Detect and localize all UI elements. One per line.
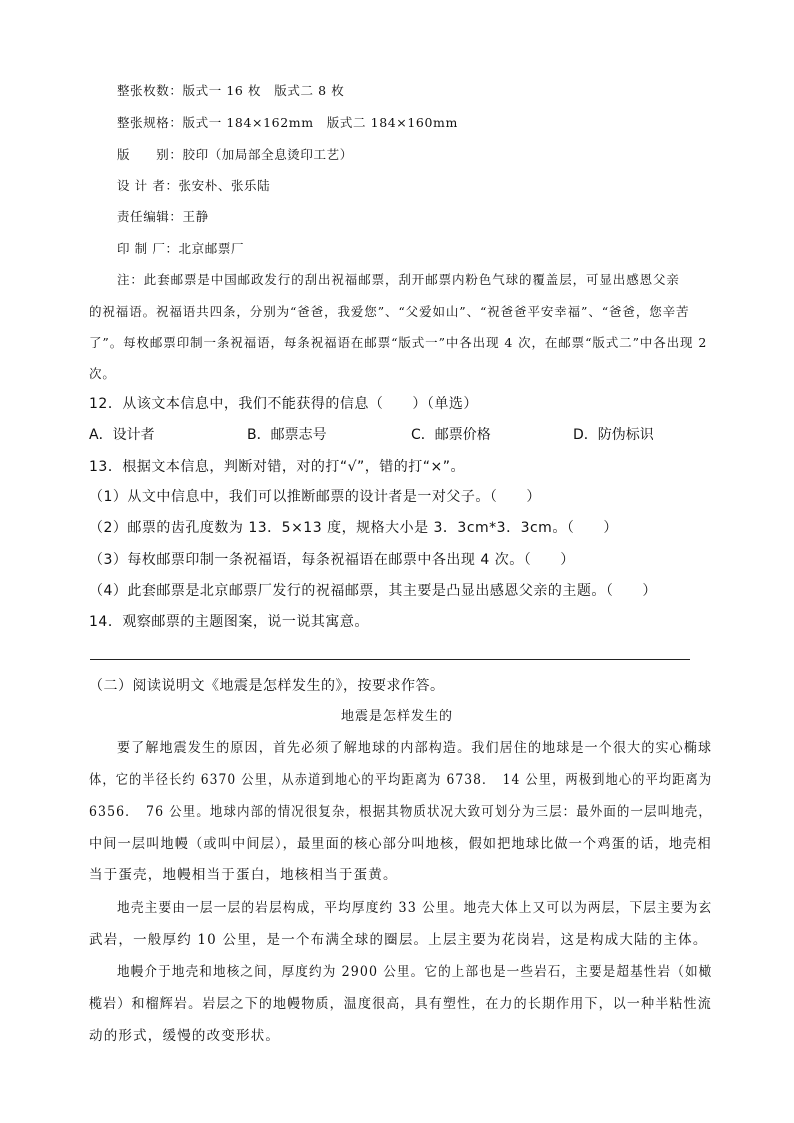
note-line-4: 次。 (89, 366, 116, 381)
q13-item-3: （3）每枚邮票印制一条祝福语，每条祝福语在邮票中各出现 4 次。（ ） (89, 552, 575, 568)
paragraph-1-line-2: 体，它的半径长约 6370 公里，从赤道到地心的平均距离为 6738． 14 公里，两极到地心的平均距离为 (89, 772, 713, 788)
paragraph-3-line-3: 动的形式，缓慢的改变形状。 (89, 1028, 281, 1044)
stamp-editor: 责任编辑：王静 (117, 209, 209, 224)
article-title: 地震是怎样发生的 (340, 709, 453, 724)
paragraph-1-line-5: 当于蛋壳，地幔相当于蛋白，地核相当于蛋黄。 (89, 867, 398, 883)
q13-item-1: （1）从文中信息中，我们可以推断邮票的设计者是一对父子。（ ） (89, 489, 541, 505)
paragraph-3-line-2: 榄岩）和榴辉岩。岩层之下的地幔物质，温度很高，具有塑性，在力的长期作用下，以一种半粘性流 (89, 996, 712, 1012)
stamp-quantity: 整张枚数：版式一 16 枚 版式二 8 枚 (117, 83, 345, 98)
paragraph-1-line-1: 要了解地震发生的原因，首先必须了解地球的内部构造。我们居住的地球是一个很大的实心椭球 (117, 740, 713, 756)
stamp-size: 整张规格：版式一 184×162mm 版式二 184×160mm (117, 115, 458, 130)
q12-option-a: A．设计者 (89, 427, 155, 443)
paragraph-1-line-3: 6356． 76 公里。地球内部的情况很复杂，根据其物质状况大致可划分为三层：最外面的一层叫地壳， (89, 804, 712, 820)
stamp-designer: 设 计 者：张安朴、张乐陆 (117, 178, 271, 193)
q12-option-c: C．邮票价格 (411, 427, 491, 443)
question-13-stem: 13．根据文本信息，判断对错，对的打“√”，错的打“×”。 (89, 459, 465, 475)
q13-item-2: （2）邮票的齿孔度数为 13．5×13 度，规格大小是 3．3cm*3．3cm。（ ） (89, 520, 618, 536)
answer-line (90, 659, 690, 660)
paragraph-2-line-1: 地壳主要由一层一层的岩层构成，平均厚度约 33 公里。地壳大体上又可以为两层，下层主要为玄 (117, 900, 713, 916)
q12-option-b: B．邮票志号 (247, 427, 327, 443)
note-line-2: 的祝福语。祝福语共四条，分别为“爸爸，我爱您”、“父爱如山”、“祝爸爸平安幸福”、“爸爸，您辛苦 (89, 304, 690, 319)
section-2-instruction: （二）阅读说明文《地震是怎样发生的》，按要求作答。 (89, 678, 445, 694)
note-line-3: 了”。每枚邮票印制一条祝福语，每条祝福语在邮票“版式一”中各出现 4 次，在邮票“版式二”中各出现 2 (89, 335, 708, 350)
note-line-1: 注：此套邮票是中国邮政发行的刮出祝福邮票，刮开邮票内粉色气球的覆盖层，可显出感恩父亲 (117, 272, 680, 287)
question-12-stem: 12．从该文本信息中，我们不能获得的信息（ ）（单选） (89, 396, 478, 412)
q13-item-4: （4）此套邮票是北京邮票厂发行的祝福邮票，其主要是凸显出感恩父亲的主题。（ ） (89, 583, 657, 599)
stamp-printer: 印 制 厂：北京邮票厂 (117, 241, 245, 256)
paragraph-3-line-1: 地幔介于地壳和地核之间，厚度约为 2900 公里。它的上部也是一些岩石，主要是超基性岩（如橄 (117, 964, 713, 980)
paragraph-1-line-4: 中间一层叫地幔（或叫中间层），最里面的核心部分叫地核，假如把地球比做一个鸡蛋的话，地壳相 (89, 836, 712, 852)
question-14-stem: 14．观察邮票的主题图案，说一说其寓意。 (89, 614, 369, 630)
q12-option-d: D．防伪标识 (573, 427, 654, 443)
paragraph-2-line-2: 武岩，一般厚约 10 公里，是一个布满全球的圈层。上层主要为花岗岩，这是构成大陆的主体。 (89, 932, 708, 948)
stamp-print-type: 版 别：胶印（加局部全息烫印工艺） (117, 147, 353, 162)
